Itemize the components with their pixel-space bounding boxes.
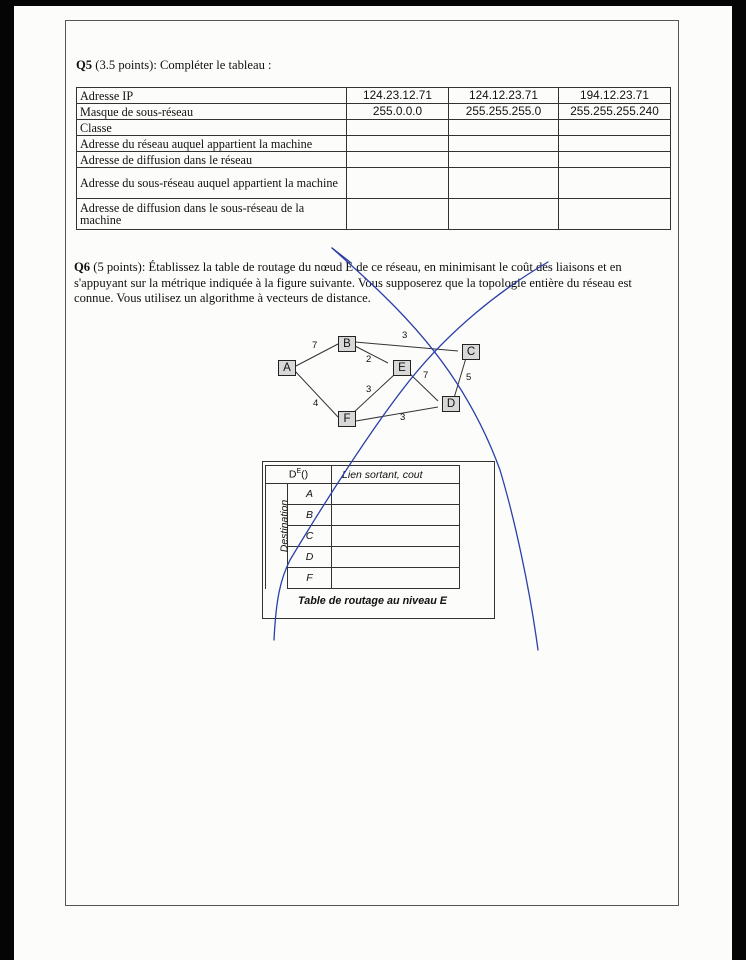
weight-label: 3 [400,412,406,423]
destination-cell: D [288,547,332,568]
weight-label: 5 [466,372,472,383]
destination-cell: C [288,526,332,547]
node-c: C [462,344,480,360]
destination-cell: A [288,484,332,505]
weight-label: 3 [402,330,408,341]
row-label: Adresse IP [77,88,347,104]
routing-table-caption: Table de routage au niveau E [298,595,447,607]
pen-stroke [332,248,350,262]
destination-cell: B [288,505,332,526]
q5-text: (3.5 points): Compléter le tableau : [95,58,272,72]
cell-value: 194.12.23.71 [559,88,671,104]
header-cell: $D^E()$ [266,466,332,484]
node-d: D [442,396,460,412]
node-b: B [338,336,356,352]
row-label: Adresse du sous-réseau auquel appartient la machine [77,168,347,199]
weight-label: 4 [313,398,319,409]
node-a: A [278,360,296,376]
row-label: Adresse du réseau auquel appartient la machine [77,136,347,152]
node-f: F [338,411,356,427]
cell-value: 255.255.255.0 [449,104,559,120]
cell-value: 124.23.12.71 [347,88,449,104]
node-e: E [393,360,411,376]
cell-value: 124.12.23.71 [449,88,559,104]
q6-text: (5 points): Établissez la table de routage du nœud E de ce réseau, en minimisant le coût des liaisons et en s'appuyant sur la métrique indiquée à la figure suivante. Vous supposerez que la topologie entière du réseau est connue. Vous utilisez un algorithme à vecteurs de distance. [74,260,632,306]
row-label: Classe [77,120,347,136]
q6-label: Q6 [74,260,91,274]
row-label: Adresse de diffusion dans le sous-réseau de la machine [77,199,347,230]
weight-label: 7 [423,370,429,381]
pen-stroke [274,262,548,640]
weight-label: 7 [312,340,318,351]
destination-cell: F [288,568,332,589]
pen-stroke [332,248,538,650]
row-label: Adresse de diffusion dans le réseau [77,152,347,168]
header-cell: Lien sortant, cout [332,466,460,484]
cell-value: 255.255.255.240 [559,104,671,120]
row-label: Masque de sous-réseau [77,104,347,120]
destination-label: Destination [278,499,291,553]
weight-label: 2 [366,354,372,365]
weight-label: 3 [366,384,372,395]
cell-value: 255.0.0.0 [347,104,449,120]
q5-label: Q5 [76,58,93,72]
